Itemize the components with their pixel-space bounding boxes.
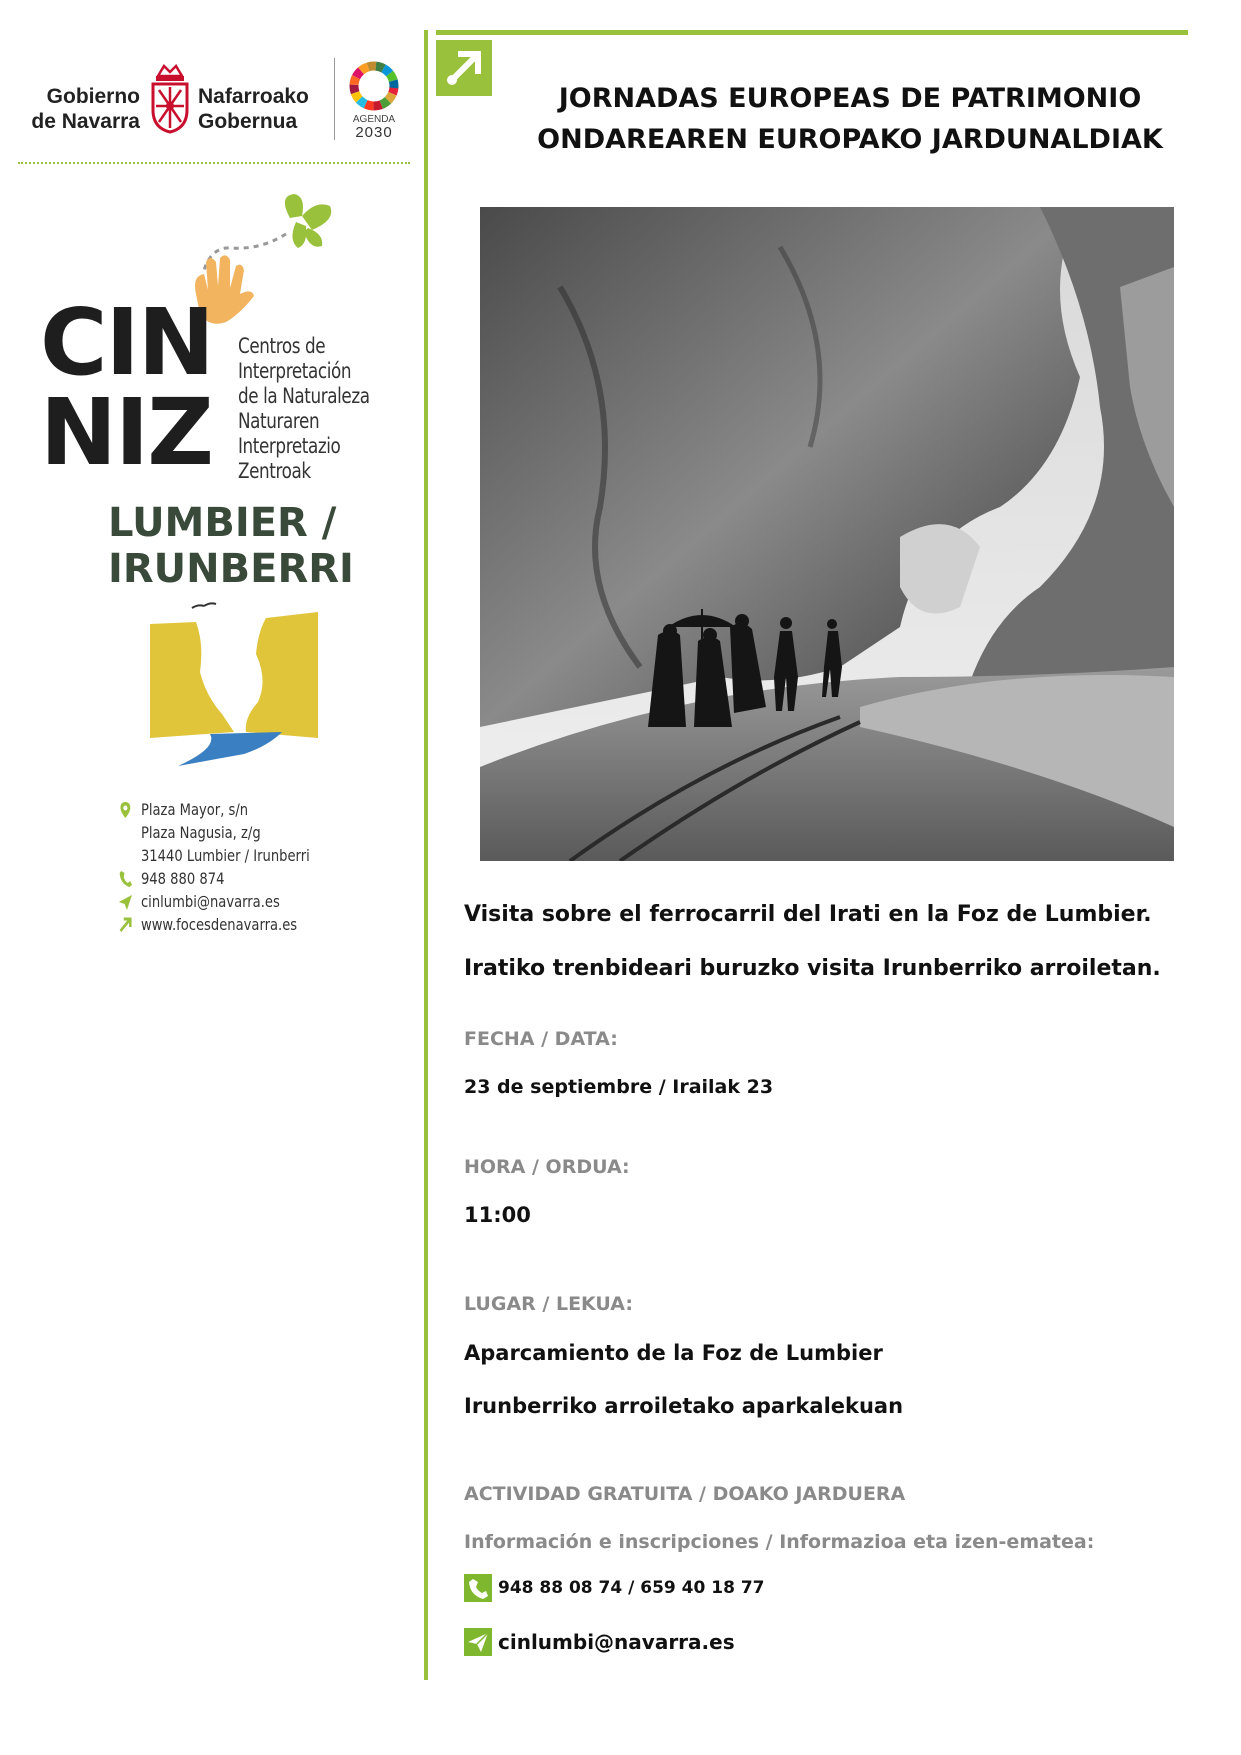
gov-name-es: Gobierno de Navarra	[31, 85, 140, 133]
time-value: 11:00	[464, 1203, 531, 1227]
address-line-3: 31440 Lumbier / Irunberri	[140, 846, 310, 865]
left-contact-block	[118, 798, 310, 936]
phone-icon	[464, 1574, 492, 1602]
vertical-divider	[424, 30, 428, 1680]
logo-divider	[334, 58, 335, 140]
place-name: LUMBIER / IRUNBERRI	[108, 500, 354, 592]
phone-icon	[118, 870, 133, 888]
left-website[interactable]: www.focesdenavarra.es	[140, 915, 298, 934]
place-label: LUGAR / LEKUA:	[464, 1293, 633, 1315]
government-logo	[22, 56, 422, 146]
email-address[interactable]: cinlumbi@navarra.es	[498, 1630, 735, 1654]
send-icon	[464, 1628, 492, 1656]
send-icon	[118, 893, 133, 911]
agenda-label: AGENDA	[352, 114, 396, 125]
date-value: 23 de septiembre / Irailak 23	[464, 1076, 774, 1098]
location-icon	[118, 801, 133, 819]
arrow-icon	[118, 916, 133, 934]
free-activity-label: ACTIVIDAD GRATUITA / DOAKO JARDUERA	[464, 1483, 906, 1505]
top-divider	[436, 30, 1188, 35]
address-line-2: Plaza Nagusia, z/g	[140, 823, 261, 842]
visit-description-eu: Iratiko trenbideari buruzko visita Irunberriko arroiletan.	[464, 956, 1161, 981]
place-value-es: Aparcamiento de la Foz de Lumbier	[464, 1341, 883, 1365]
place-value-eu: Irunberriko arroiletako aparkalekuan	[464, 1394, 904, 1418]
time-label: HORA / ORDUA:	[464, 1156, 630, 1178]
page-title: JORNADAS EUROPEAS DE PATRIMONIO ONDAREAREN EUROPAKO JARDUNALDIAK	[537, 83, 1163, 155]
butterfly-icon	[285, 194, 331, 248]
shield-icon	[150, 62, 190, 136]
sdg-wheel-icon	[346, 58, 402, 114]
gorge-landscape-logo	[148, 600, 320, 780]
gorge-photo	[480, 207, 1174, 861]
cin-niz-description: Centros de Interpretación de la Naturaleza Naturaren Interpretazio Zentroak	[238, 334, 370, 483]
left-email[interactable]: cinlumbi@navarra.es	[140, 892, 280, 911]
visit-description-es: Visita sobre el ferrocarril del Irati en la Foz de Lumbier.	[464, 902, 1152, 927]
address-line-1: Plaza Mayor, s/n	[140, 800, 249, 819]
agenda-year: 2030	[355, 124, 393, 141]
agenda-2030-logo	[346, 58, 402, 141]
date-label: FECHA / DATA:	[464, 1028, 618, 1050]
phone-numbers[interactable]: 948 88 08 74 / 659 40 18 77	[498, 1578, 765, 1598]
gov-name-eu: Nafarroako Gobernua	[198, 85, 309, 133]
info-label: Información e inscripciones / Informazioa eta izen-ematea:	[464, 1531, 1095, 1553]
hand-butterfly-illustration	[190, 190, 370, 340]
cin-niz-logo: CIN NIZ	[40, 289, 213, 486]
dotted-divider	[18, 162, 410, 164]
corner-logo	[436, 40, 492, 96]
arrow-icon	[436, 40, 492, 96]
left-phone: 948 880 874	[140, 869, 225, 888]
